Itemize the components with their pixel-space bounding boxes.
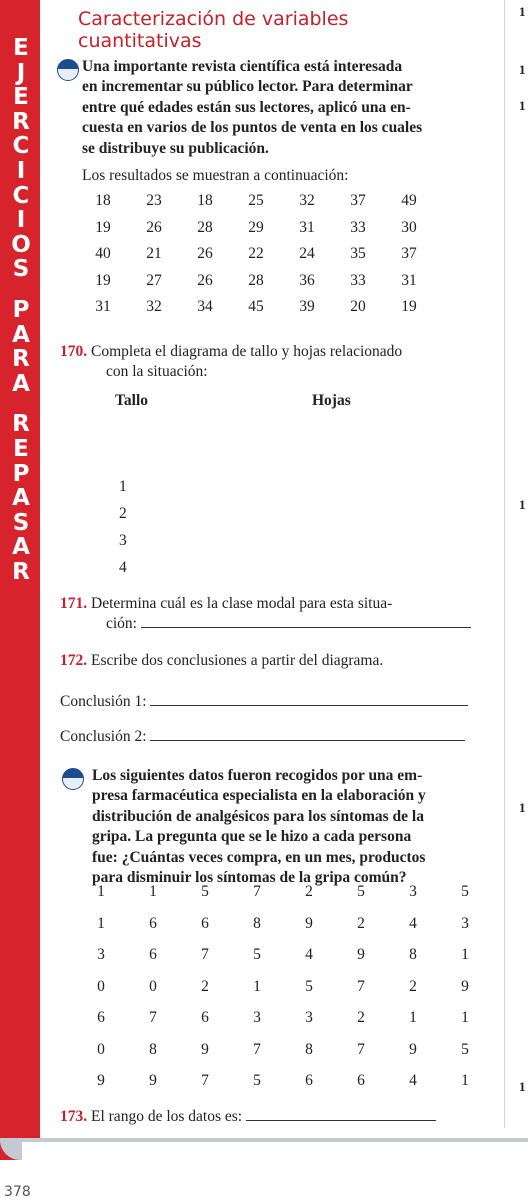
data-cell: 34 xyxy=(197,298,213,315)
conclusion-2-line[interactable] xyxy=(150,740,465,741)
data-cell: 39 xyxy=(299,298,315,315)
data-cell: 33 xyxy=(350,218,366,236)
band-letter: S xyxy=(12,256,30,283)
statement-line: se distribuye su publicación. xyxy=(82,139,269,157)
data-cell: 31 xyxy=(299,218,315,236)
data-cell: 7 xyxy=(201,1072,209,1089)
data-cell: 26 xyxy=(146,218,162,236)
data-cell: 4 xyxy=(409,914,417,932)
conclusion-2 xyxy=(60,727,465,747)
data-cell: 0 xyxy=(97,1040,105,1058)
band-letter: E xyxy=(13,84,29,111)
data-cell: 3 xyxy=(409,883,417,900)
data-cell: 6 xyxy=(149,946,157,963)
data-cell: 6 xyxy=(305,1072,313,1089)
band-letter: R xyxy=(12,411,30,438)
band-letter: E xyxy=(13,435,29,462)
data-cell: 5 xyxy=(253,1072,261,1089)
right-number: 1 xyxy=(519,1079,526,1094)
data-cell: 1 xyxy=(149,883,157,900)
question-number: 173. xyxy=(60,1108,88,1125)
data-cell: 1 xyxy=(461,1072,469,1089)
band-letter: E xyxy=(13,35,29,61)
band-letter xyxy=(6,282,36,298)
data-cell: 9 xyxy=(409,1040,417,1058)
band-letter: J xyxy=(16,59,26,86)
right-number: 1 xyxy=(519,62,526,77)
data-cell: 18 xyxy=(95,192,111,209)
data-cell: 35 xyxy=(350,245,366,262)
data-cell: 6 xyxy=(357,1072,365,1089)
data-cell: 1 xyxy=(253,977,261,995)
data-cell: 28 xyxy=(248,271,264,289)
data-cell: 33 xyxy=(350,271,366,289)
question-text: Determina cuál es la clase modal para esta situa- xyxy=(91,595,393,612)
data-cell: 1 xyxy=(97,883,105,900)
statement-line: entre qué edades están sus lectores, aplicó una en- xyxy=(82,98,411,116)
band-letter: I xyxy=(16,157,26,184)
data-cell: 19 xyxy=(95,218,111,236)
data-cell: 8 xyxy=(253,914,261,932)
data-cell: 25 xyxy=(248,192,264,209)
data-cell: 5 xyxy=(461,883,469,900)
data-cell: 5 xyxy=(253,946,261,963)
data-cell: 2 xyxy=(201,977,209,995)
problem-icon xyxy=(62,768,84,790)
right-number: 1 xyxy=(519,98,526,113)
data-cell: 7 xyxy=(253,883,261,900)
section-title-line-1: Caracterización de variables xyxy=(78,8,349,30)
data-cell: 32 xyxy=(299,192,315,209)
data-cell: 3 xyxy=(253,1009,261,1026)
question-number: 171. xyxy=(60,595,88,612)
conclusion-label: Conclusión 1: xyxy=(60,693,147,710)
data-cell: 1 xyxy=(461,946,469,963)
data-cell: 23 xyxy=(146,192,162,209)
data-cell: 5 xyxy=(357,883,365,900)
statement-line: Una importante revista científica está interesada xyxy=(82,58,403,75)
data-cell: 32 xyxy=(146,298,162,315)
problem-1-intro: Los resultados se muestran a continuación: xyxy=(82,167,349,184)
data-cell: 3 xyxy=(97,946,105,963)
data-cell: 7 xyxy=(357,977,365,995)
data-cell: 20 xyxy=(350,298,366,315)
question-172 xyxy=(60,651,383,671)
problem-1-statement xyxy=(82,57,422,159)
band-letter: A xyxy=(12,485,30,512)
data-cell: 7 xyxy=(149,1009,157,1026)
data-cell: 3 xyxy=(305,1009,313,1026)
band-letter xyxy=(6,396,36,412)
statement-line: para disminuir los síntomas de la gripa común? xyxy=(92,869,407,887)
data-cell: 6 xyxy=(149,914,157,932)
section-title xyxy=(78,8,348,52)
data-cell: 27 xyxy=(146,271,162,289)
data-cell: 29 xyxy=(248,218,264,236)
data-cell: 19 xyxy=(401,298,417,315)
data-cell: 40 xyxy=(95,245,111,262)
data-cell: 30 xyxy=(401,218,417,236)
data-cell: 31 xyxy=(95,298,111,315)
column-divider xyxy=(504,0,505,1128)
conclusion-1-line[interactable] xyxy=(150,705,468,706)
section-title-line-2: cuantitativas xyxy=(78,30,202,52)
data-cell: 19 xyxy=(95,271,111,289)
statement-line: fue: ¿Cuántas veces compra, en un mes, productos xyxy=(92,848,426,866)
question-text-cont: ción: xyxy=(106,615,137,633)
question-number: 170. xyxy=(60,343,88,360)
data-cell: 22 xyxy=(248,245,264,262)
data-cell: 9 xyxy=(357,946,365,963)
statement-line: cuesta en varios de los puntos de venta en los cuales xyxy=(82,119,423,137)
leaves-header: Hojas xyxy=(312,392,351,409)
data-cell: 6 xyxy=(201,914,209,932)
data-cell: 9 xyxy=(201,1040,209,1058)
band-letter: C xyxy=(12,182,30,209)
page-frame xyxy=(0,1138,528,1160)
question-text: Completa el diagrama de tallo y hojas relacionado xyxy=(91,343,403,360)
question-171 xyxy=(60,594,471,635)
band-letter: R xyxy=(12,108,30,135)
data-cell: 1 xyxy=(461,1009,469,1026)
stem-value: 1 xyxy=(119,478,127,495)
band-letter: A xyxy=(12,534,30,561)
data-cell: 18 xyxy=(197,192,213,209)
band-letter: A xyxy=(12,321,30,348)
data-cell: 8 xyxy=(149,1040,157,1058)
data-cell: 37 xyxy=(401,245,417,262)
statement-line: distribución de analgésicos para los síntomas de la xyxy=(92,807,424,825)
data-cell: 21 xyxy=(146,245,162,262)
data-cell: 5 xyxy=(305,977,313,995)
stem-header: Tallo xyxy=(115,392,149,409)
data-cell: 31 xyxy=(401,271,417,289)
question-number: 172. xyxy=(60,652,88,669)
band-letter: O xyxy=(11,231,31,258)
data-cell: 45 xyxy=(248,298,264,315)
stem-value: 2 xyxy=(119,505,127,522)
band-letter: I xyxy=(16,207,26,234)
data-cell: 7 xyxy=(201,946,209,963)
answer-line-171[interactable] xyxy=(141,627,471,628)
data-cell: 28 xyxy=(197,218,213,236)
data-cell: 1 xyxy=(409,1009,417,1026)
problem-icon xyxy=(57,59,79,81)
data-cell: 3 xyxy=(461,914,469,932)
band-letter: P xyxy=(12,460,30,487)
question-text-cont: con la situación: xyxy=(106,363,208,381)
band-letter: C xyxy=(12,133,30,160)
data-cell: 2 xyxy=(357,914,365,932)
data-cell: 5 xyxy=(201,883,209,900)
data-cell: 24 xyxy=(299,245,315,262)
answer-line-173[interactable] xyxy=(246,1120,436,1121)
right-number: 1 xyxy=(519,497,526,512)
question-text: Escribe dos conclusiones a partir del diagrama. xyxy=(91,652,384,669)
problem-2-statement xyxy=(92,766,426,888)
statement-line: presa farmacéutica especialista en la elaboración y xyxy=(92,787,426,805)
data-cell: 8 xyxy=(409,946,417,963)
data-cell: 49 xyxy=(401,192,417,209)
data-cell: 4 xyxy=(409,1072,417,1089)
data-cell: 4 xyxy=(305,946,313,963)
data-cell: 36 xyxy=(299,271,315,289)
data-cell: 9 xyxy=(305,914,313,932)
data-cell: 9 xyxy=(97,1072,105,1089)
statement-line: Los siguientes datos fueron recogidos por una em- xyxy=(92,767,423,784)
question-text: El rango de los datos es: xyxy=(91,1108,243,1125)
data-cell: 6 xyxy=(201,1009,209,1026)
data-cell: 5 xyxy=(461,1040,469,1058)
right-number: 1 xyxy=(519,4,526,19)
band-letter: A xyxy=(12,370,30,397)
data-cell: 2 xyxy=(409,977,417,995)
band-letter: R xyxy=(12,558,30,585)
data-cell: 2 xyxy=(357,1009,365,1026)
conclusion-label: Conclusión 2: xyxy=(60,728,147,745)
data-cell: 7 xyxy=(357,1040,365,1058)
data-cell: 1 xyxy=(97,914,105,932)
data-cell: 9 xyxy=(149,1072,157,1089)
data-cell: 7 xyxy=(253,1040,261,1058)
data-cell: 2 xyxy=(305,883,313,900)
question-170 xyxy=(60,342,402,383)
conclusion-1 xyxy=(60,692,468,712)
data-cell: 0 xyxy=(149,977,157,995)
data-cell: 8 xyxy=(305,1040,313,1058)
band-letter: S xyxy=(12,509,30,536)
side-band-text xyxy=(6,36,36,584)
page-number: 378 xyxy=(4,1184,31,1200)
data-cell: 26 xyxy=(197,245,213,262)
stem-value: 4 xyxy=(119,559,127,576)
data-cell: 37 xyxy=(350,192,366,209)
statement-line: en incrementar su público lector. Para determinar xyxy=(82,78,413,96)
statement-line: gripa. La pregunta que se le hizo a cada persona xyxy=(92,828,412,846)
stem-value: 3 xyxy=(119,532,127,549)
data-cell: 9 xyxy=(461,977,469,995)
band-letter: P xyxy=(12,296,30,323)
data-cell: 0 xyxy=(97,977,105,995)
band-letter: R xyxy=(12,346,30,373)
right-number: 1 xyxy=(519,800,526,815)
question-173 xyxy=(60,1107,436,1127)
data-cell: 6 xyxy=(97,1009,105,1026)
data-cell: 26 xyxy=(197,271,213,289)
